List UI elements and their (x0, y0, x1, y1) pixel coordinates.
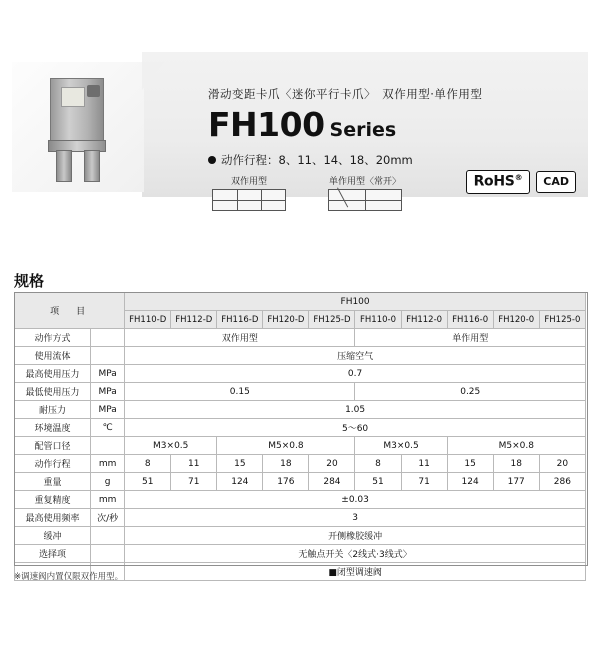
table-row (15, 491, 586, 509)
table-cell: 71 (171, 473, 217, 491)
table-cell: 124 (447, 473, 493, 491)
stroke-line (208, 152, 578, 168)
table-row (15, 401, 586, 419)
row-label: 最高使用频率 (15, 509, 91, 527)
model-cell: FH110-0 (355, 311, 401, 329)
bullet-icon (208, 156, 216, 164)
model-cell: FH120-D (263, 311, 309, 329)
table-cell: 15 (447, 455, 493, 473)
table-row (15, 509, 586, 527)
table-row (15, 419, 586, 437)
row-unit (91, 437, 125, 455)
header-text-block (208, 86, 578, 168)
row-label: 最低使用压力 (15, 383, 91, 401)
gripper-finger-right (84, 150, 100, 182)
table-cell: M3×0.5 (125, 437, 217, 455)
gripper-body (50, 78, 104, 142)
rohs-badge (466, 170, 531, 194)
gripper-label (61, 87, 85, 107)
table-cell: 1.05 (125, 401, 586, 419)
row-label: 环境温度 (15, 419, 91, 437)
specification-table (14, 292, 586, 581)
rohs-badge-text: RoHS (473, 173, 515, 190)
circuit-single-acting (328, 174, 402, 211)
table-row-group-header (15, 293, 586, 311)
table-cell: 177 (493, 473, 539, 491)
table-cell: 124 (217, 473, 263, 491)
table-row (15, 455, 586, 473)
circuit-single-acting-label: 单作用型〈常开〉 (328, 177, 401, 187)
gripper-port-cap (87, 85, 100, 97)
row-unit (91, 329, 125, 347)
table-cell: 0.15 (125, 383, 355, 401)
table-cell: 11 (401, 455, 447, 473)
row-unit: mm (91, 491, 125, 509)
table-cell: 压缩空气 (125, 347, 586, 365)
product-photo (12, 62, 144, 192)
product-title (208, 105, 578, 144)
row-unit: MPa (91, 383, 125, 401)
table-row (15, 437, 586, 455)
model-cell: FH120-0 (493, 311, 539, 329)
circuit-double-acting-label: 双作用型 (230, 177, 267, 187)
spec-footnote: ※调速阀内置仅限双作用型。 (14, 572, 124, 582)
table-cell: 15 (217, 455, 263, 473)
row-unit: ℃ (91, 419, 125, 437)
circuit-single-acting-symbol (328, 189, 402, 211)
rohs-badge-sup: ® (514, 173, 523, 182)
table-cell: 71 (401, 473, 447, 491)
row-unit (91, 545, 125, 563)
circuit-symbols (212, 174, 402, 211)
page-root (0, 52, 600, 652)
stroke-line-text: 动作行程：8、11、14、18、20mm (221, 152, 413, 167)
product-title-series: Series (329, 119, 397, 141)
row-label: 使用流体 (15, 347, 91, 365)
gripper-finger-left (56, 150, 72, 182)
row-label: 重复精度 (15, 491, 91, 509)
row-label: 耐压力 (15, 401, 91, 419)
table-cell: 284 (309, 473, 355, 491)
table-cell: 18 (493, 455, 539, 473)
table-cell: ±0.03 (125, 491, 586, 509)
table-cell: 51 (125, 473, 171, 491)
row-label: 动作方式 (15, 329, 91, 347)
table-cell: M3×0.5 (355, 437, 447, 455)
table-cell: 11 (171, 455, 217, 473)
table-cell: 18 (263, 455, 309, 473)
table-cell: 0.7 (125, 365, 586, 383)
row-label: 重量 (15, 473, 91, 491)
table-cell: 开侧橡胶缓冲 (125, 527, 586, 545)
model-cell: FH116-0 (447, 311, 493, 329)
header-photo-corner (142, 62, 164, 90)
model-cell: FH116-D (217, 311, 263, 329)
table-cell: 单作用型 (355, 329, 586, 347)
row-unit: g (91, 473, 125, 491)
table-row (15, 383, 586, 401)
item-header-cell: 项 目 (15, 293, 125, 329)
row-unit: mm (91, 455, 125, 473)
table-row (15, 329, 586, 347)
table-cell: 20 (309, 455, 355, 473)
table-row (15, 545, 586, 563)
table-cell: 20 (539, 455, 585, 473)
model-cell: FH110-D (125, 311, 171, 329)
table-cell: 8 (355, 455, 401, 473)
table-cell: 5～60 (125, 419, 586, 437)
cad-badge-text: CAD (543, 174, 569, 188)
table-cell: 双作用型 (125, 329, 355, 347)
certification-badges (466, 170, 576, 194)
row-unit: 次/秒 (91, 509, 125, 527)
table-cell: 3 (125, 509, 586, 527)
row-unit (91, 527, 125, 545)
table-cell: 无触点开关〈2线式·3线式〉 (125, 545, 586, 563)
row-label: 配管口径 (15, 437, 91, 455)
model-cell: FH112-0 (401, 311, 447, 329)
row-unit (91, 347, 125, 365)
row-unit: MPa (91, 365, 125, 383)
row-label: 最高使用压力 (15, 365, 91, 383)
circuit-double-acting-symbol (212, 189, 286, 211)
table-row (15, 347, 586, 365)
table-cell: M5×0.8 (217, 437, 355, 455)
row-label: 选择项 (15, 545, 91, 563)
product-title-model: FH100 (208, 105, 325, 144)
model-cell: FH125-D (309, 311, 355, 329)
product-subtitle: 滑动变距卡爪〈迷你平行卡爪〉 双作用型·单作用型 (208, 87, 483, 101)
specification-table-body (15, 293, 586, 581)
table-cell: 286 (539, 473, 585, 491)
table-cell: 8 (125, 455, 171, 473)
table-cell: M5×0.8 (447, 437, 585, 455)
table-row (15, 527, 586, 545)
table-cell: ■闭型调速阀 (125, 563, 586, 581)
gripper-illustration (46, 78, 108, 182)
table-cell: 0.25 (355, 383, 586, 401)
table-row (15, 473, 586, 491)
table-row (15, 365, 586, 383)
row-label: 缓冲 (15, 527, 91, 545)
table-cell: 176 (263, 473, 309, 491)
model-cell: FH125-0 (539, 311, 585, 329)
circuit-double-acting (212, 174, 286, 211)
row-label: 动作行程 (15, 455, 91, 473)
table-cell: 51 (355, 473, 401, 491)
group-header-cell: FH100 (125, 293, 586, 311)
product-header (12, 52, 588, 212)
model-cell: FH112-D (171, 311, 217, 329)
cad-badge (536, 171, 576, 193)
spec-section-title: 规格 (14, 272, 45, 290)
row-unit: MPa (91, 401, 125, 419)
